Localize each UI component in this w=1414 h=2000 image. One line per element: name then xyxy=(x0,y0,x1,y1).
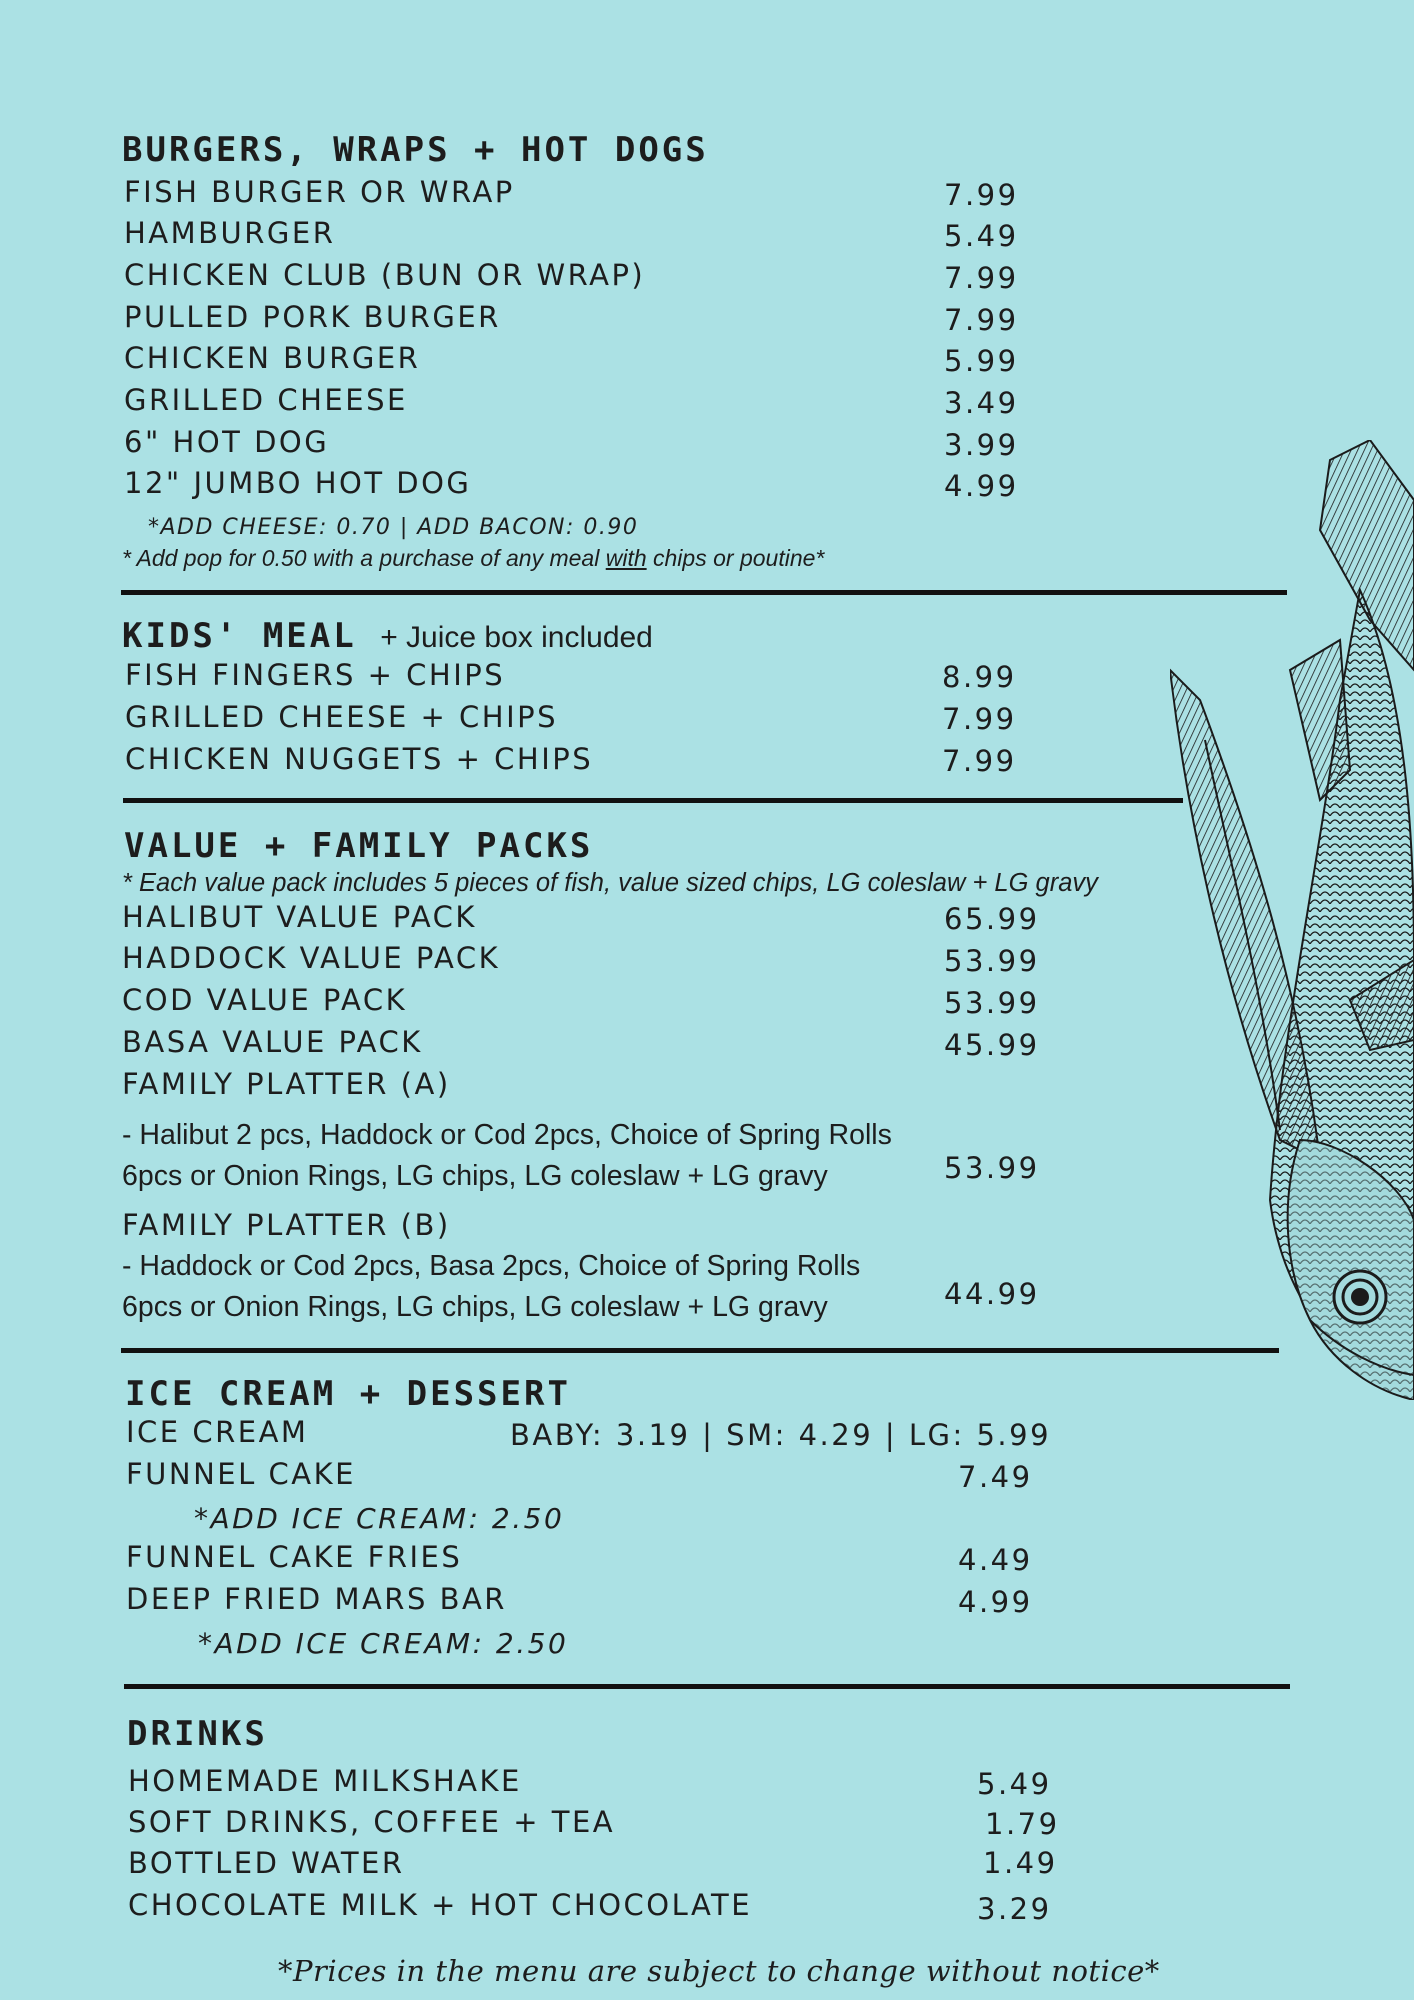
section-divider xyxy=(121,590,1287,595)
menu-item-price: 5.99 xyxy=(944,344,1019,378)
menu-item-name: CHICKEN BURGER xyxy=(124,341,421,375)
pop-note-text-end: chips or poutine* xyxy=(646,545,825,571)
menu-item-price: 4.99 xyxy=(944,469,1019,503)
menu-item-price: 53.99 xyxy=(944,944,1040,978)
menu-item-price: 7.49 xyxy=(958,1460,1033,1494)
section-heading-drinks: DRINKS xyxy=(127,1714,268,1754)
menu-item-name: CHICKEN CLUB (BUN OR WRAP) xyxy=(124,258,646,292)
kids-heading-text: KIDS' MEAL xyxy=(122,616,357,656)
menu-item-name: FAMILY PLATTER (B) xyxy=(122,1208,451,1242)
menu-item-price: 7.99 xyxy=(942,744,1017,778)
menu-item-price: 65.99 xyxy=(944,902,1040,936)
menu-item-price: 53.99 xyxy=(944,986,1040,1020)
menu-item-price: 5.49 xyxy=(944,219,1019,253)
menu-item-price: 4.99 xyxy=(958,1585,1033,1619)
platter-description: - Halibut 2 pcs, Haddock or Cod 2pcs, Choice of Spring Rolls xyxy=(122,1119,892,1151)
section-heading-burgers: BURGERS, WRAPS + HOT DOGS xyxy=(122,130,709,170)
menu-item-price: BABY: 3.19 | SM: 4.29 | LG: 5.99 xyxy=(510,1418,1052,1452)
menu-item-name: FUNNEL CAKE xyxy=(126,1457,356,1491)
menu-item-name: HOMEMADE MILKSHAKE xyxy=(128,1764,522,1798)
menu-item-price: 7.99 xyxy=(944,303,1019,337)
menu-item-price: 3.49 xyxy=(944,386,1019,420)
menu-item-price: 3.99 xyxy=(944,428,1019,462)
addon-note: *ADD ICE CREAM: 2.50 xyxy=(198,1627,569,1660)
section-divider xyxy=(121,1348,1279,1353)
platter-description: - Haddock or Cod 2pcs, Basa 2pcs, Choice of Spring Rolls xyxy=(122,1250,861,1282)
menu-item-name: FISH FINGERS + CHIPS xyxy=(125,658,506,692)
menu-item-price: 44.99 xyxy=(944,1277,1040,1311)
menu-item-price: 7.99 xyxy=(944,178,1019,212)
menu-item-name: HADDOCK VALUE PACK xyxy=(122,941,501,975)
platter-description: 6pcs or Onion Rings, LG chips, LG coleslaw + LG gravy xyxy=(122,1291,828,1323)
menu-item-price: 53.99 xyxy=(944,1151,1040,1185)
menu-item-name: CHOCOLATE MILK + HOT CHOCOLATE xyxy=(128,1888,753,1922)
fish-illustration-icon xyxy=(1170,440,1414,1400)
menu-item-name: GRILLED CHEESE xyxy=(124,383,408,417)
menu-item-name: GRILLED CHEESE + CHIPS xyxy=(125,700,559,734)
section-divider xyxy=(123,798,1183,803)
value-pack-note: * Each value pack includes 5 pieces of fish, value sized chips, LG coleslaw + LG gravy xyxy=(122,869,1098,897)
menu-item-price: 8.99 xyxy=(942,660,1017,694)
menu-item-name: BOTTLED WATER xyxy=(128,1846,405,1880)
menu-item-name: FUNNEL CAKE FRIES xyxy=(126,1540,463,1574)
pop-note-emphasis: with xyxy=(605,545,647,571)
menu-item-name: ICE CREAM xyxy=(126,1415,309,1449)
menu-item-name: DEEP FRIED MARS BAR xyxy=(126,1582,507,1616)
section-divider xyxy=(124,1684,1290,1689)
menu-item-name: HALIBUT VALUE PACK xyxy=(122,900,477,934)
menu-item-name: BASA VALUE PACK xyxy=(122,1025,423,1059)
section-heading-value: VALUE + FAMILY PACKS xyxy=(124,826,594,866)
section-heading-kids xyxy=(122,616,653,658)
menu-item-name: HAMBURGER xyxy=(124,216,336,250)
menu-item-name: PULLED PORK BURGER xyxy=(124,300,501,334)
section-heading-dessert: ICE CREAM + DESSERT xyxy=(125,1374,571,1414)
menu-item-name: FAMILY PLATTER (A) xyxy=(122,1067,451,1101)
kids-heading-note: + Juice box included xyxy=(380,621,653,654)
menu-item-name: COD VALUE PACK xyxy=(122,983,408,1017)
menu-item-name: SOFT DRINKS, COFFEE + TEA xyxy=(128,1805,616,1839)
menu-item-name: 6" HOT DOG xyxy=(124,425,330,459)
pop-note xyxy=(122,543,824,573)
menu-item-price: 5.49 xyxy=(977,1767,1052,1801)
menu-item-name: FISH BURGER OR WRAP xyxy=(124,175,515,209)
menu-item-price: 3.29 xyxy=(977,1892,1052,1926)
addon-note: *ADD CHEESE: 0.70 | ADD BACON: 0.90 xyxy=(148,515,639,540)
menu-item-price: 45.99 xyxy=(944,1028,1040,1062)
menu-item-price: 4.49 xyxy=(958,1543,1033,1577)
menu-item-price: 1.49 xyxy=(983,1846,1058,1880)
menu-item-name: 12" JUMBO HOT DOG xyxy=(124,466,472,500)
pop-note-text: * Add pop for 0.50 with a purchase of any meal xyxy=(122,545,606,571)
menu-item-price: 7.99 xyxy=(942,702,1017,736)
platter-description: 6pcs or Onion Rings, LG chips, LG coleslaw + LG gravy xyxy=(122,1160,828,1192)
menu-item-price: 1.79 xyxy=(985,1807,1060,1841)
footer-disclaimer: *Prices in the menu are subject to change without notice* xyxy=(278,1954,1160,1988)
menu-item-name: CHICKEN NUGGETS + CHIPS xyxy=(125,742,594,776)
menu-item-price: 7.99 xyxy=(944,261,1019,295)
addon-note: *ADD ICE CREAM: 2.50 xyxy=(194,1502,565,1535)
